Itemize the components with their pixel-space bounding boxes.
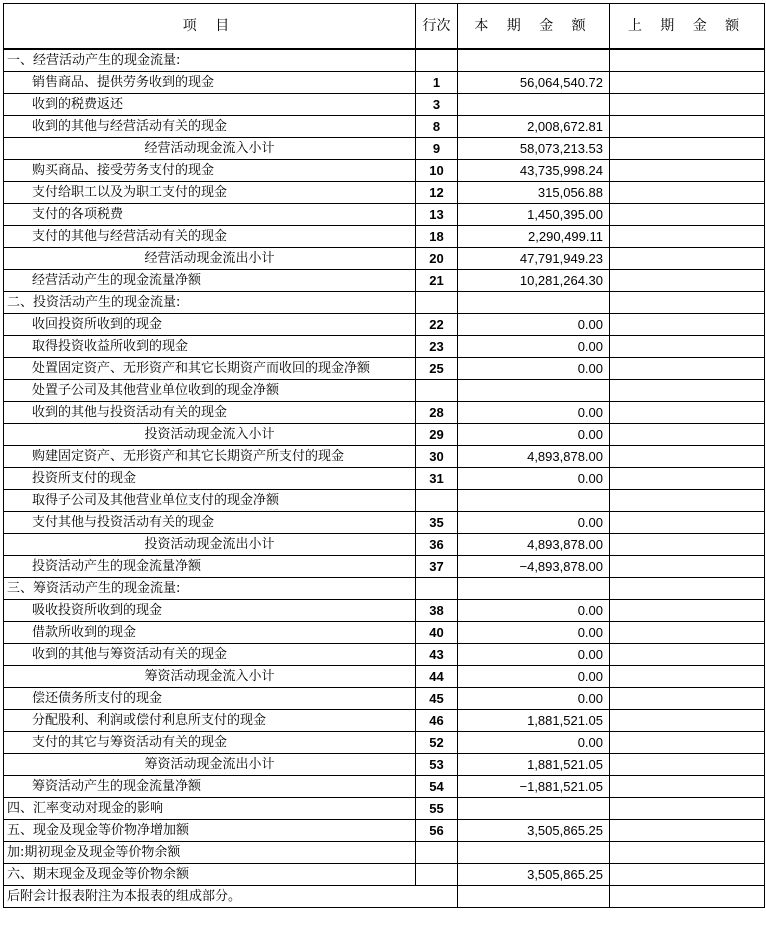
- row-line-number: 21: [416, 270, 458, 292]
- row-previous-amount: [610, 424, 765, 446]
- row-item-label: 支付的其他与经营活动有关的现金: [4, 226, 416, 248]
- header-row: [4, 4, 765, 50]
- row-previous-amount: [610, 820, 765, 842]
- row-line-number: 13: [416, 204, 458, 226]
- row-item-label: 经营活动现金流出小计: [4, 248, 416, 270]
- row-previous-amount: [610, 578, 765, 600]
- table-row: [4, 688, 765, 710]
- table-row: [4, 94, 765, 116]
- row-item-label: 加:期初现金及现金等价物余额: [4, 842, 416, 864]
- row-current-amount: 1,450,395.00: [458, 204, 610, 226]
- header-previous-amount: 上 期 金 额: [610, 4, 765, 50]
- row-current-amount: 0.00: [458, 314, 610, 336]
- table-row: [4, 798, 765, 820]
- row-previous-amount: [610, 864, 765, 886]
- table-row: [4, 270, 765, 292]
- row-previous-amount: [610, 666, 765, 688]
- row-previous-amount: [610, 490, 765, 512]
- table-row: [4, 820, 765, 842]
- table-row: [4, 116, 765, 138]
- row-line-number: 40: [416, 622, 458, 644]
- table-row: [4, 644, 765, 666]
- row-previous-amount: [610, 446, 765, 468]
- row-previous-amount: [610, 710, 765, 732]
- row-current-amount: 0.00: [458, 622, 610, 644]
- row-previous-amount: [610, 798, 765, 820]
- row-previous-amount: [610, 556, 765, 578]
- row-current-amount: 2,290,499.11: [458, 226, 610, 248]
- row-item-label: 销售商品、提供劳务收到的现金: [4, 72, 416, 94]
- row-item-label: 投资活动现金流出小计: [4, 534, 416, 556]
- row-current-amount: 0.00: [458, 336, 610, 358]
- row-item-label: 购建固定资产、无形资产和其它长期资产所支付的现金: [4, 446, 416, 468]
- row-line-number: 18: [416, 226, 458, 248]
- header-item: 项 目: [4, 4, 416, 50]
- table-row: [4, 710, 765, 732]
- row-previous-amount: [610, 204, 765, 226]
- row-current-amount: [458, 94, 610, 116]
- row-current-amount: 315,056.88: [458, 182, 610, 204]
- row-current-amount: [458, 380, 610, 402]
- row-line-number: 8: [416, 116, 458, 138]
- row-previous-amount: [610, 138, 765, 160]
- row-item-label: 四、汇率变动对现金的影响: [4, 798, 416, 820]
- table-row: [4, 248, 765, 270]
- row-current-amount: 0.00: [458, 402, 610, 424]
- row-line-number: 43: [416, 644, 458, 666]
- row-line-number: 12: [416, 182, 458, 204]
- row-current-amount: 56,064,540.72: [458, 72, 610, 94]
- row-item-label: 收到的税费返还: [4, 94, 416, 116]
- row-line-number: 3: [416, 94, 458, 116]
- row-current-amount: 0.00: [458, 424, 610, 446]
- row-current-amount: 4,893,878.00: [458, 534, 610, 556]
- row-current-amount: 0.00: [458, 732, 610, 754]
- row-current-amount: 0.00: [458, 688, 610, 710]
- table-row: [4, 72, 765, 94]
- table-row: [4, 732, 765, 754]
- table-row: [4, 182, 765, 204]
- row-previous-amount: [610, 380, 765, 402]
- row-item-label: 二、投资活动产生的现金流量:: [4, 292, 416, 314]
- table-row: [4, 380, 765, 402]
- row-previous-amount: [610, 732, 765, 754]
- row-line-number: 9: [416, 138, 458, 160]
- row-previous-amount: [610, 644, 765, 666]
- row-current-amount: 3,505,865.25: [458, 820, 610, 842]
- row-current-amount: [458, 886, 610, 908]
- row-line-number: 38: [416, 600, 458, 622]
- row-line-number: 52: [416, 732, 458, 754]
- row-previous-amount: [610, 226, 765, 248]
- row-previous-amount: [610, 270, 765, 292]
- row-previous-amount: [610, 94, 765, 116]
- table-row: [4, 864, 765, 886]
- row-current-amount: [458, 292, 610, 314]
- row-item-label: 筹资活动现金流入小计: [4, 666, 416, 688]
- row-line-number: [416, 490, 458, 512]
- header-current-amount: 本 期 金 额: [458, 4, 610, 50]
- row-current-amount: 1,881,521.05: [458, 710, 610, 732]
- row-previous-amount: [610, 182, 765, 204]
- row-line-number: [416, 842, 458, 864]
- row-previous-amount: [610, 116, 765, 138]
- row-line-number: 45: [416, 688, 458, 710]
- row-line-number: 44: [416, 666, 458, 688]
- row-previous-amount: [610, 754, 765, 776]
- row-previous-amount: [610, 534, 765, 556]
- row-item-label: 支付的其它与筹资活动有关的现金: [4, 732, 416, 754]
- row-line-number: 30: [416, 446, 458, 468]
- row-previous-amount: [610, 248, 765, 270]
- table-row: [4, 578, 765, 600]
- row-previous-amount: [610, 292, 765, 314]
- row-item-label: 收到的其他与经营活动有关的现金: [4, 116, 416, 138]
- row-current-amount: [458, 49, 610, 72]
- row-line-number: [416, 49, 458, 72]
- row-line-number: 10: [416, 160, 458, 182]
- table-row: [4, 336, 765, 358]
- row-previous-amount: [610, 776, 765, 798]
- row-line-number: 56: [416, 820, 458, 842]
- row-previous-amount: [610, 49, 765, 72]
- row-previous-amount: [610, 600, 765, 622]
- table-row: [4, 776, 765, 798]
- row-line-number: 28: [416, 402, 458, 424]
- row-item-label: 经营活动现金流入小计: [4, 138, 416, 160]
- row-item-label: 购买商品、接受劳务支付的现金: [4, 160, 416, 182]
- row-line-number: [416, 864, 458, 886]
- row-item-label: 收回投资所收到的现金: [4, 314, 416, 336]
- row-current-amount: 0.00: [458, 358, 610, 380]
- row-item-label: 分配股利、利润或偿付利息所支付的现金: [4, 710, 416, 732]
- row-previous-amount: [610, 688, 765, 710]
- row-line-number: 35: [416, 512, 458, 534]
- row-item-label: 筹资活动产生的现金流量净额: [4, 776, 416, 798]
- row-item-label: 取得投资收益所收到的现金: [4, 336, 416, 358]
- row-current-amount: 0.00: [458, 666, 610, 688]
- row-previous-amount: [610, 402, 765, 424]
- row-current-amount: −1,881,521.05: [458, 776, 610, 798]
- table-row: [4, 138, 765, 160]
- row-item-label: 支付其他与投资活动有关的现金: [4, 512, 416, 534]
- row-previous-amount: [610, 842, 765, 864]
- row-line-number: 55: [416, 798, 458, 820]
- row-item-label: 吸收投资所收到的现金: [4, 600, 416, 622]
- row-previous-amount: [610, 886, 765, 908]
- row-current-amount: 1,881,521.05: [458, 754, 610, 776]
- row-line-number: 20: [416, 248, 458, 270]
- table-row: [4, 754, 765, 776]
- row-current-amount: [458, 798, 610, 820]
- row-previous-amount: [610, 336, 765, 358]
- table-row: [4, 842, 765, 864]
- row-line-number: 37: [416, 556, 458, 578]
- table-row: [4, 468, 765, 490]
- table-row: [4, 512, 765, 534]
- row-current-amount: 47,791,949.23: [458, 248, 610, 270]
- table-row: [4, 622, 765, 644]
- row-current-amount: 0.00: [458, 644, 610, 666]
- row-line-number: 36: [416, 534, 458, 556]
- row-line-number: [416, 292, 458, 314]
- row-line-number: [416, 380, 458, 402]
- table-row: [4, 666, 765, 688]
- row-item-label: 投资所支付的现金: [4, 468, 416, 490]
- table-row: [4, 886, 765, 908]
- row-item-label: 五、现金及现金等价物净增加额: [4, 820, 416, 842]
- row-previous-amount: [610, 72, 765, 94]
- row-line-number: 1: [416, 72, 458, 94]
- row-item-label: 筹资活动现金流出小计: [4, 754, 416, 776]
- row-item-label: 支付给职工以及为职工支付的现金: [4, 182, 416, 204]
- row-previous-amount: [610, 160, 765, 182]
- row-item-label: 三、筹资活动产生的现金流量:: [4, 578, 416, 600]
- row-item-label: 后附会计报表附注为本报表的组成部分。: [4, 886, 416, 908]
- row-previous-amount: [610, 358, 765, 380]
- row-previous-amount: [610, 512, 765, 534]
- row-item-label: 六、期末现金及现金等价物余额: [4, 864, 416, 886]
- table-row: [4, 490, 765, 512]
- row-current-amount: 0.00: [458, 468, 610, 490]
- table-row: [4, 160, 765, 182]
- table-row: [4, 226, 765, 248]
- row-current-amount: 4,893,878.00: [458, 446, 610, 468]
- table-row: [4, 534, 765, 556]
- row-item-label: 收到的其他与投资活动有关的现金: [4, 402, 416, 424]
- row-line-number: 22: [416, 314, 458, 336]
- table-row: [4, 292, 765, 314]
- cash-flow-statement-table: [3, 3, 765, 908]
- row-line-number: [416, 886, 458, 908]
- row-item-label: 处置子公司及其他营业单位收到的现金净额: [4, 380, 416, 402]
- table-row: [4, 556, 765, 578]
- row-item-label: 支付的各项税费: [4, 204, 416, 226]
- row-current-amount: [458, 578, 610, 600]
- table-row: [4, 600, 765, 622]
- row-item-label: 投资活动产生的现金流量净额: [4, 556, 416, 578]
- table-row: [4, 204, 765, 226]
- row-current-amount: 0.00: [458, 512, 610, 534]
- row-item-label: 偿还债务所支付的现金: [4, 688, 416, 710]
- row-line-number: 25: [416, 358, 458, 380]
- row-line-number: 31: [416, 468, 458, 490]
- row-current-amount: −4,893,878.00: [458, 556, 610, 578]
- row-previous-amount: [610, 314, 765, 336]
- row-previous-amount: [610, 468, 765, 490]
- table-row: [4, 402, 765, 424]
- table-row: [4, 49, 765, 72]
- row-item-label: 投资活动现金流入小计: [4, 424, 416, 446]
- row-line-number: 54: [416, 776, 458, 798]
- row-item-label: 收到的其他与筹资活动有关的现金: [4, 644, 416, 666]
- row-current-amount: 0.00: [458, 600, 610, 622]
- row-current-amount: 3,505,865.25: [458, 864, 610, 886]
- row-line-number: 23: [416, 336, 458, 358]
- header-line-number: 行次: [416, 4, 458, 50]
- table-row: [4, 424, 765, 446]
- statement-body: [4, 49, 765, 908]
- row-current-amount: 43,735,998.24: [458, 160, 610, 182]
- row-item-label: 处置固定资产、无形资产和其它长期资产而收回的现金净额: [4, 358, 416, 380]
- row-previous-amount: [610, 622, 765, 644]
- table-row: [4, 358, 765, 380]
- row-line-number: [416, 578, 458, 600]
- row-current-amount: [458, 490, 610, 512]
- row-current-amount: [458, 842, 610, 864]
- row-current-amount: 10,281,264.30: [458, 270, 610, 292]
- row-current-amount: 2,008,672.81: [458, 116, 610, 138]
- row-line-number: 46: [416, 710, 458, 732]
- row-item-label: 借款所收到的现金: [4, 622, 416, 644]
- table-row: [4, 314, 765, 336]
- row-line-number: 29: [416, 424, 458, 446]
- table-row: [4, 446, 765, 468]
- row-item-label: 取得子公司及其他营业单位支付的现金净额: [4, 490, 416, 512]
- row-item-label: 一、经营活动产生的现金流量:: [4, 49, 416, 72]
- row-current-amount: 58,073,213.53: [458, 138, 610, 160]
- row-item-label: 经营活动产生的现金流量净额: [4, 270, 416, 292]
- row-line-number: 53: [416, 754, 458, 776]
